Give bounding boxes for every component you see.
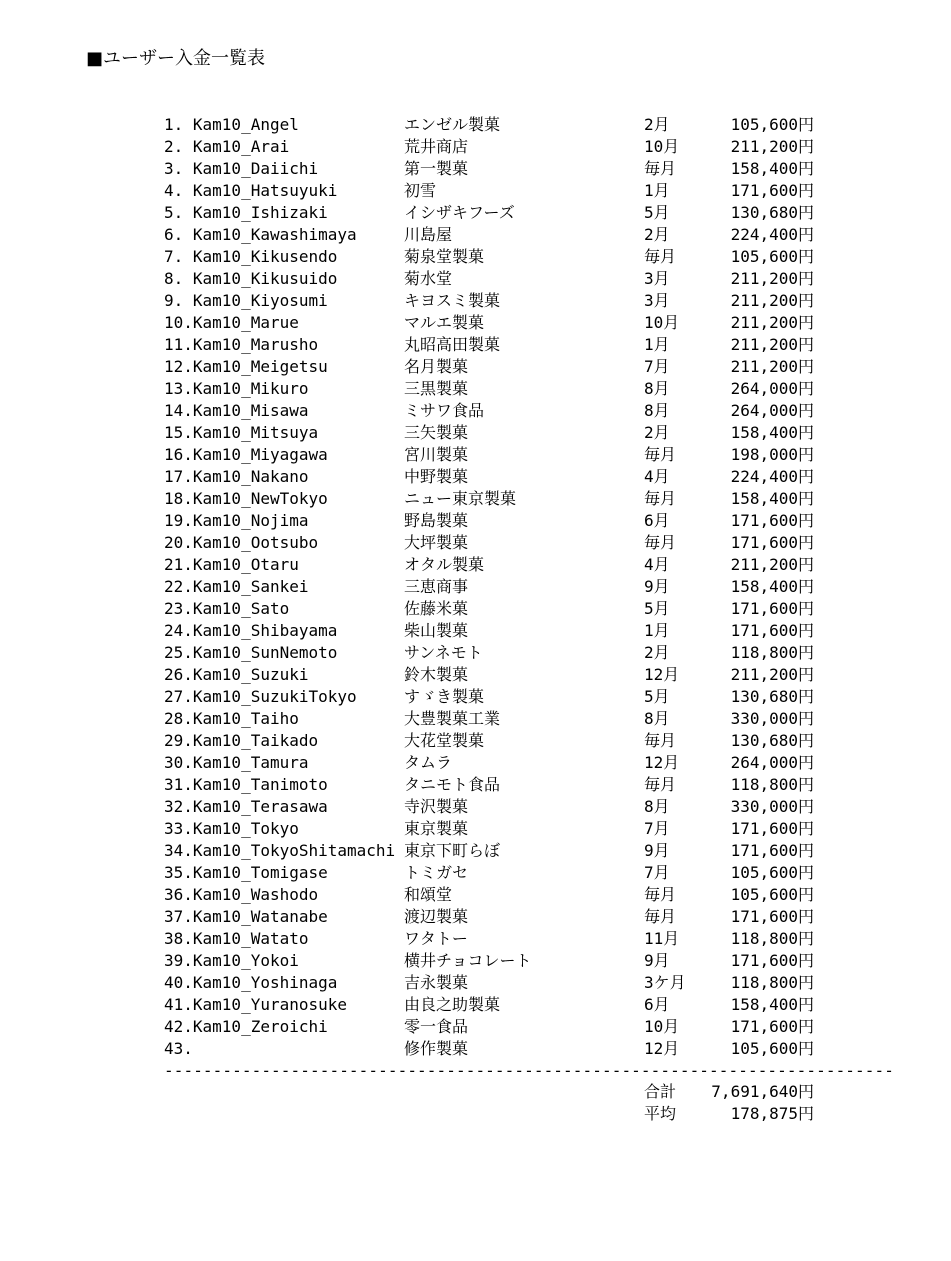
list-item	[164, 994, 814, 1016]
payment-amount: 118,800円	[730, 643, 814, 662]
list-item	[164, 114, 814, 136]
user-id: 16.Kam10_Miyagawa	[164, 445, 328, 464]
payment-period: 8月	[644, 797, 670, 816]
company-name: 菊泉堂製菓	[404, 247, 485, 266]
payment-period: 8月	[644, 379, 670, 398]
list-item	[164, 136, 814, 158]
user-id: 27.Kam10_SuzukiTokyo	[164, 687, 357, 706]
company-name: タムラ	[404, 753, 453, 772]
user-id: 21.Kam10_Otaru	[164, 555, 299, 574]
payment-period: 5月	[644, 203, 670, 222]
summary-value: 178,875円	[730, 1104, 814, 1123]
payment-amount: 211,200円	[730, 137, 814, 156]
payment-amount: 171,600円	[730, 621, 814, 640]
company-name: 荒井商店	[404, 137, 469, 156]
list-item	[164, 818, 814, 840]
company-name: 柴山製菓	[404, 621, 469, 640]
list-item	[164, 290, 814, 312]
list-item	[164, 334, 814, 356]
company-name: 菊水堂	[404, 269, 453, 288]
user-id: 8. Kam10_Kikusuido	[164, 269, 338, 288]
payment-amount: 105,600円	[730, 1039, 814, 1058]
totals-block	[644, 1081, 814, 1125]
payment-period: 1月	[644, 621, 670, 640]
user-id: 29.Kam10_Taikado	[164, 731, 319, 750]
payment-amount: 264,000円	[730, 401, 814, 420]
company-name: ニュー東京製菓	[404, 489, 517, 508]
list-item	[164, 598, 814, 620]
payment-amount: 130,680円	[730, 687, 814, 706]
payment-period: 5月	[644, 599, 670, 618]
list-item	[164, 554, 814, 576]
company-name: 渡辺製菓	[404, 907, 469, 926]
list-item	[164, 224, 814, 246]
payment-period: 毎月	[644, 247, 677, 266]
company-name: 鈴木製菓	[404, 665, 469, 684]
company-name: 東京製菓	[404, 819, 469, 838]
summary-label: 平均	[644, 1104, 677, 1123]
user-id: 11.Kam10_Marusho	[164, 335, 319, 354]
company-name: マルエ製菓	[404, 313, 485, 332]
payment-period: 毎月	[644, 445, 677, 464]
company-name: すゞき製菓	[404, 687, 485, 706]
payment-period: 3月	[644, 291, 670, 310]
user-id: 13.Kam10_Mikuro	[164, 379, 309, 398]
payment-amount: 130,680円	[730, 731, 814, 750]
payment-amount: 158,400円	[730, 577, 814, 596]
list-item	[164, 752, 814, 774]
list-item	[164, 576, 814, 598]
company-name: 三黒製菓	[404, 379, 469, 398]
payment-amount: 198,000円	[730, 445, 814, 464]
payment-amount: 171,600円	[730, 599, 814, 618]
summary-value: 7,691,640円	[711, 1082, 814, 1101]
payment-amount: 330,000円	[730, 797, 814, 816]
list-item	[164, 796, 814, 818]
user-id: 38.Kam10_Watato	[164, 929, 309, 948]
list-item	[164, 840, 814, 862]
payment-period: 2月	[644, 225, 670, 244]
company-name: オタル製菓	[404, 555, 485, 574]
payment-period: 1月	[644, 335, 670, 354]
company-name: キヨスミ製菓	[404, 291, 501, 310]
payment-period: 2月	[644, 643, 670, 662]
company-name: 名月製菓	[404, 357, 469, 376]
payment-amount: 158,400円	[730, 159, 814, 178]
payment-amount: 105,600円	[730, 863, 814, 882]
payment-period: 2月	[644, 423, 670, 442]
list-item	[164, 664, 814, 686]
payment-period: 4月	[644, 555, 670, 574]
payment-period: 8月	[644, 709, 670, 728]
payment-amount: 171,600円	[730, 841, 814, 860]
user-id: 18.Kam10_NewTokyo	[164, 489, 328, 508]
user-id: 26.Kam10_Suzuki	[164, 665, 309, 684]
list-item	[164, 532, 814, 554]
company-name: イシザキフーズ	[404, 203, 515, 222]
company-name: 野島製菓	[404, 511, 469, 530]
list-item	[164, 708, 814, 730]
company-name: 初雪	[404, 181, 437, 200]
company-name: 三恵商事	[404, 577, 469, 596]
user-id: 22.Kam10_Sankei	[164, 577, 309, 596]
payment-amount: 264,000円	[730, 379, 814, 398]
payment-period: 毎月	[644, 489, 677, 508]
list-item	[164, 1016, 814, 1038]
payment-amount: 211,200円	[730, 357, 814, 376]
user-id: 17.Kam10_Nakano	[164, 467, 309, 486]
user-id: 6. Kam10_Kawashimaya	[164, 225, 357, 244]
payment-amount: 158,400円	[730, 995, 814, 1014]
payment-period: 毎月	[644, 159, 677, 178]
list-item	[164, 312, 814, 334]
total-row	[644, 1081, 814, 1103]
payment-amount: 171,600円	[730, 907, 814, 926]
list-item	[164, 774, 814, 796]
payment-list	[164, 114, 814, 1060]
payment-period: 9月	[644, 951, 670, 970]
payment-period: 8月	[644, 401, 670, 420]
user-id: 15.Kam10_Mitsuya	[164, 423, 319, 442]
payment-period: 6月	[644, 995, 670, 1014]
company-name: 寺沢製菓	[404, 797, 469, 816]
company-name: 吉永製菓	[404, 973, 469, 992]
payment-period: 3月	[644, 269, 670, 288]
company-name: 由良之助製菓	[404, 995, 501, 1014]
payment-period: 4月	[644, 467, 670, 486]
company-name: 第一製菓	[404, 159, 469, 178]
payment-period: 6月	[644, 511, 670, 530]
user-id: 34.Kam10_TokyoShitamachi	[164, 841, 396, 860]
company-name: 丸昭高田製菓	[404, 335, 501, 354]
payment-amount: 171,600円	[730, 511, 814, 530]
user-id: 24.Kam10_Shibayama	[164, 621, 338, 640]
user-id: 25.Kam10_SunNemoto	[164, 643, 338, 662]
company-name: 川島屋	[404, 225, 453, 244]
user-id: 23.Kam10_Sato	[164, 599, 290, 618]
payment-amount: 158,400円	[730, 489, 814, 508]
list-item	[164, 620, 814, 642]
average-row	[644, 1103, 814, 1125]
user-id: 42.Kam10_Zeroichi	[164, 1017, 328, 1036]
list-item	[164, 356, 814, 378]
list-item	[164, 928, 814, 950]
user-id: 43.	[164, 1039, 193, 1058]
company-name: 横井チョコレート	[404, 951, 532, 970]
user-id: 31.Kam10_Tanimoto	[164, 775, 328, 794]
company-name: サンネモト	[404, 643, 483, 662]
payment-period: 3ケ月	[644, 973, 686, 992]
payment-period: 毎月	[644, 731, 677, 750]
list-item	[164, 1038, 814, 1060]
list-item	[164, 730, 814, 752]
payment-amount: 171,600円	[730, 533, 814, 552]
company-name: エンゼル製菓	[404, 115, 501, 134]
company-name: 佐藤米菓	[404, 599, 469, 618]
payment-period: 7月	[644, 863, 670, 882]
list-item	[164, 246, 814, 268]
user-id: 19.Kam10_Nojima	[164, 511, 309, 530]
company-name: トミガセ	[404, 863, 469, 882]
list-item	[164, 510, 814, 532]
user-id: 36.Kam10_Washodo	[164, 885, 319, 904]
payment-period: 12月	[644, 753, 680, 772]
payment-amount: 118,800円	[730, 973, 814, 992]
payment-amount: 105,600円	[730, 247, 814, 266]
payment-amount: 211,200円	[730, 291, 814, 310]
user-id: 12.Kam10_Meigetsu	[164, 357, 328, 376]
user-id: 2. Kam10_Arai	[164, 137, 290, 156]
list-item	[164, 488, 814, 510]
payment-amount: 105,600円	[730, 115, 814, 134]
user-id: 3. Kam10_Daiichi	[164, 159, 319, 178]
user-id: 40.Kam10_Yoshinaga	[164, 973, 338, 992]
user-id: 10.Kam10_Marue	[164, 313, 299, 332]
payment-period: 10月	[644, 1017, 680, 1036]
list-item	[164, 884, 814, 906]
summary-label: 合計	[644, 1082, 677, 1101]
payment-amount: 158,400円	[730, 423, 814, 442]
list-item	[164, 862, 814, 884]
list-item	[164, 422, 814, 444]
payment-period: 1月	[644, 181, 670, 200]
company-name: 宮川製菓	[404, 445, 469, 464]
company-name: 大花堂製菓	[404, 731, 485, 750]
company-name: 大坪製菓	[404, 533, 469, 552]
payment-amount: 264,000円	[730, 753, 814, 772]
user-id: 14.Kam10_Misawa	[164, 401, 309, 420]
payment-amount: 330,000円	[730, 709, 814, 728]
list-item	[164, 444, 814, 466]
payment-amount: 211,200円	[730, 555, 814, 574]
list-item	[164, 686, 814, 708]
company-name: ミサワ食品	[404, 401, 485, 420]
user-id: 35.Kam10_Tomigase	[164, 863, 328, 882]
company-name: 修作製菓	[404, 1039, 469, 1058]
user-id: 7. Kam10_Kikusendo	[164, 247, 338, 266]
payment-amount: 211,200円	[730, 313, 814, 332]
payment-amount: 118,800円	[730, 929, 814, 948]
divider-line: ---------------------------------------------------------------------------	[164, 1061, 894, 1080]
company-name: 東京下町らぼ	[404, 841, 501, 860]
list-item	[164, 268, 814, 290]
payment-amount: 224,400円	[730, 467, 814, 486]
list-item	[164, 180, 814, 202]
payment-amount: 130,680円	[730, 203, 814, 222]
payment-period: 毎月	[644, 775, 677, 794]
user-id: 5. Kam10_Ishizaki	[164, 203, 328, 222]
payment-amount: 171,600円	[730, 181, 814, 200]
payment-period: 毎月	[644, 533, 677, 552]
payment-amount: 105,600円	[730, 885, 814, 904]
list-item	[164, 906, 814, 928]
list-item	[164, 158, 814, 180]
company-name: 和頌堂	[404, 885, 453, 904]
page-title: ■ユーザー入金一覧表	[86, 48, 266, 69]
user-id: 30.Kam10_Tamura	[164, 753, 309, 772]
user-id: 37.Kam10_Watanabe	[164, 907, 328, 926]
payment-amount: 118,800円	[730, 775, 814, 794]
payment-amount: 224,400円	[730, 225, 814, 244]
payment-period: 2月	[644, 115, 670, 134]
user-id: 39.Kam10_Yokoi	[164, 951, 299, 970]
company-name: ワタトー	[404, 929, 468, 948]
user-id: 33.Kam10_Tokyo	[164, 819, 299, 838]
list-item	[164, 466, 814, 488]
list-item	[164, 950, 814, 972]
payment-period: 9月	[644, 841, 670, 860]
list-item	[164, 400, 814, 422]
payment-period: 12月	[644, 665, 680, 684]
list-item	[164, 642, 814, 664]
payment-period: 12月	[644, 1039, 680, 1058]
payment-amount: 211,200円	[730, 335, 814, 354]
payment-period: 毎月	[644, 907, 677, 926]
user-id: 1. Kam10_Angel	[164, 115, 299, 134]
payment-amount: 211,200円	[730, 665, 814, 684]
payment-period: 11月	[644, 929, 680, 948]
user-id: 9. Kam10_Kiyosumi	[164, 291, 328, 310]
company-name: 中野製菓	[404, 467, 469, 486]
payment-period: 10月	[644, 313, 680, 332]
payment-period: 毎月	[644, 885, 677, 904]
user-id: 41.Kam10_Yuranosuke	[164, 995, 348, 1014]
payment-period: 10月	[644, 137, 680, 156]
payment-amount: 171,600円	[730, 1017, 814, 1036]
company-name: タニモト食品	[404, 775, 501, 794]
list-item	[164, 378, 814, 400]
company-name: 零一食品	[404, 1017, 469, 1036]
user-id: 4. Kam10_Hatsuyuki	[164, 181, 338, 200]
company-name: 三矢製菓	[404, 423, 469, 442]
payment-amount: 171,600円	[730, 951, 814, 970]
payment-amount: 211,200円	[730, 269, 814, 288]
payment-period: 7月	[644, 819, 670, 838]
company-name: 大豊製菓工業	[404, 709, 501, 728]
payment-amount: 171,600円	[730, 819, 814, 838]
list-item	[164, 972, 814, 994]
payment-period: 7月	[644, 357, 670, 376]
payment-period: 5月	[644, 687, 670, 706]
user-id: 32.Kam10_Terasawa	[164, 797, 328, 816]
payment-period: 9月	[644, 577, 670, 596]
user-id: 20.Kam10_Ootsubo	[164, 533, 319, 552]
user-id: 28.Kam10_Taiho	[164, 709, 299, 728]
list-item	[164, 202, 814, 224]
